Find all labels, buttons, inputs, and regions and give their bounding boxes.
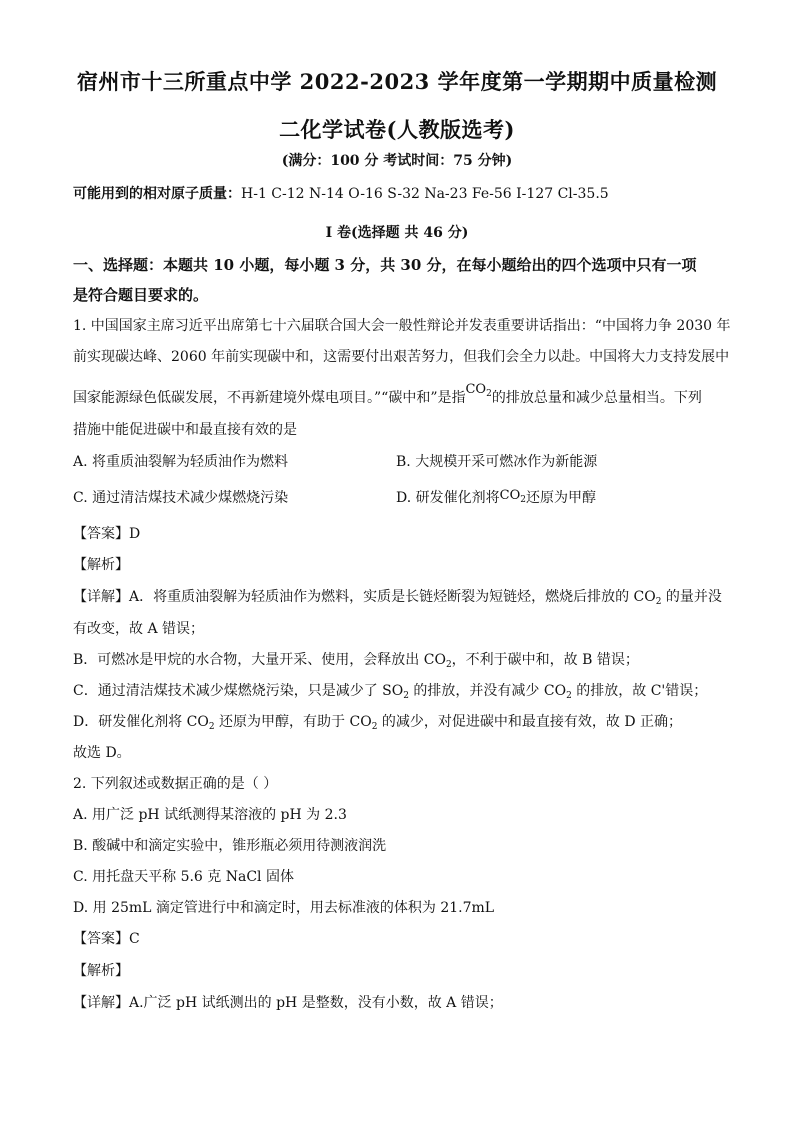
q1-co2-sub: 2 bbox=[486, 389, 492, 399]
q1-stem-line3 bbox=[73, 382, 733, 413]
q1-detail-line1-sub: 2 bbox=[655, 597, 662, 607]
section-title: I 卷(选择题 共 46 分) bbox=[325, 225, 469, 241]
q2-option-d: D. 用 25mL 滴定管进行中和滴定时，用去标准液的体积为 21.7mL bbox=[73, 900, 495, 916]
section-instruction-line2: 是符合题目要求的。 bbox=[73, 286, 209, 304]
q1-option-d-co2-sub: 2 bbox=[520, 495, 526, 505]
q1-co2-formula bbox=[465, 382, 491, 397]
q2-option-a: A. 用广泛 pH 试纸测得某溶液的 pH 为 2.3 bbox=[73, 807, 347, 823]
q2-detail-line1: 【详解】A.广泛 pH 试纸测出的 pH 是整数，没有小数，故 A 错误； bbox=[73, 995, 503, 1011]
q1-detail-line2: 有改变，故 A 错误； bbox=[73, 621, 205, 637]
q1-stem-line4: 措施中能促进碳中和最直接有效的是 bbox=[73, 422, 297, 438]
q1-detail-line5-sub2: 2 bbox=[371, 722, 378, 732]
q2-option-c: C. 用托盘天平称 5.6 克 NaCl 固体 bbox=[73, 869, 294, 885]
exam-info: (满分：100 分 考试时间：75 分钟) bbox=[281, 153, 513, 169]
q1-option-a: A. 将重质油裂解为轻质油作为燃料 bbox=[73, 454, 289, 470]
q1-detail-line3-b: ，不利于碳中和，故 B 错误； bbox=[451, 652, 639, 668]
q1-option-b: B. 大规模开采可燃冰作为新能源 bbox=[396, 454, 598, 470]
q1-detail-line1 bbox=[73, 587, 733, 612]
atomic-mass-line bbox=[73, 184, 733, 204]
q1-detail-line4-c: 的排放，故 C'错误； bbox=[571, 683, 708, 699]
q1-detail-line1-a: 【详解】A．将重质油裂解为轻质油作为燃料，实质是长链烃断裂为短链烃，燃烧后排放的 CO bbox=[73, 589, 656, 605]
q1-detail-line3-a: B．可燃冰是甲烷的水合物，大量开采、使用，会释放出 CO bbox=[73, 652, 446, 668]
q1-detail-line4-sub2: 2 bbox=[566, 691, 572, 701]
q1-option-d-text-b: 还原为甲醇 bbox=[525, 490, 596, 506]
q2-option-b: B. 酸碱中和滴定实验中，锥形瓶必须用待测液润洗 bbox=[73, 838, 387, 854]
q1-option-d-co2-text: CO bbox=[499, 488, 521, 503]
exam-title-line2: 二化学试卷(人教版选考) bbox=[279, 117, 515, 142]
exam-title-line1: 宿州市十三所重点中学 2022-2023 学年度第一学期期中质量检测 bbox=[76, 69, 718, 94]
q1-answer: 【答案】D bbox=[73, 526, 141, 542]
q1-detail-line3-sub: 2 bbox=[445, 660, 452, 670]
q2-stem: 2. 下列叙述或数据正确的是（ ） bbox=[73, 776, 278, 792]
q1-stem-line2: 前实现碳达峰、2060 年前实现碳中和，这需要付出艰苦努力，但我们会全力以赴。中国将大力支持发展中 bbox=[73, 349, 730, 365]
q1-detail-line5-sub1: 2 bbox=[208, 722, 215, 732]
q1-detail-line5 bbox=[73, 712, 733, 737]
q1-option-d bbox=[396, 488, 596, 513]
q1-option-d-co2 bbox=[500, 488, 526, 503]
q1-option-d-text-a: D. 研发催化剂将 bbox=[396, 490, 500, 506]
q1-conclusion: 故选 D。 bbox=[73, 745, 131, 761]
q1-analysis-label: 【解析】 bbox=[73, 557, 129, 573]
q1-detail-line5-a: D．研发催化剂将 CO bbox=[73, 714, 209, 730]
atomic-mass-label: 可能用到的相对原子质量： bbox=[73, 186, 241, 202]
q1-detail-line1-b: 的量并没 bbox=[661, 589, 722, 605]
q1-detail-line5-b: 还原为甲醇，有助于 CO bbox=[214, 714, 372, 730]
atomic-mass-values: H-1 C-12 N-14 O-16 S-32 Na-23 Fe-56 I-127 Cl-35.5 bbox=[241, 186, 609, 202]
q2-analysis-label: 【解析】 bbox=[73, 963, 129, 979]
q1-detail-line4-sub1: 2 bbox=[403, 691, 409, 701]
q1-detail-line3 bbox=[73, 650, 733, 675]
q1-stem-line3-text-a: 国家能源绿色低碳发展，不再新建境外煤电项目。”“碳中和”是指 bbox=[73, 390, 466, 406]
q1-stem-line3-text-b: 的排放总量和减少总量相当。下列 bbox=[491, 390, 702, 406]
q1-stem-line1: 1. 中国国家主席习近平出席第七十六届联合国大会一般性辩论并发表重要讲话指出：“中国将力争 2030 年 bbox=[73, 318, 731, 334]
section-instruction-line1: 一、选择题：本题共 10 小题，每小题 3 分，共 30 分，在每小题给出的四个选项中只有一项 bbox=[73, 256, 697, 274]
q1-detail-line4 bbox=[73, 681, 733, 706]
q1-detail-line4-b: 的排放，并没有减少 CO bbox=[408, 683, 567, 699]
q2-answer: 【答案】C bbox=[73, 931, 140, 947]
q1-detail-line4-a: C．通过清洁煤技术减少煤燃烧污染，只是减少了 SO bbox=[73, 683, 404, 699]
q1-option-c: C. 通过清洁煤技术减少煤燃烧污染 bbox=[73, 490, 289, 506]
q1-detail-line5-c: 的减少，对促进碳中和最直接有效，故 D 正确； bbox=[377, 714, 683, 730]
q1-co2-text: CO bbox=[465, 382, 487, 397]
